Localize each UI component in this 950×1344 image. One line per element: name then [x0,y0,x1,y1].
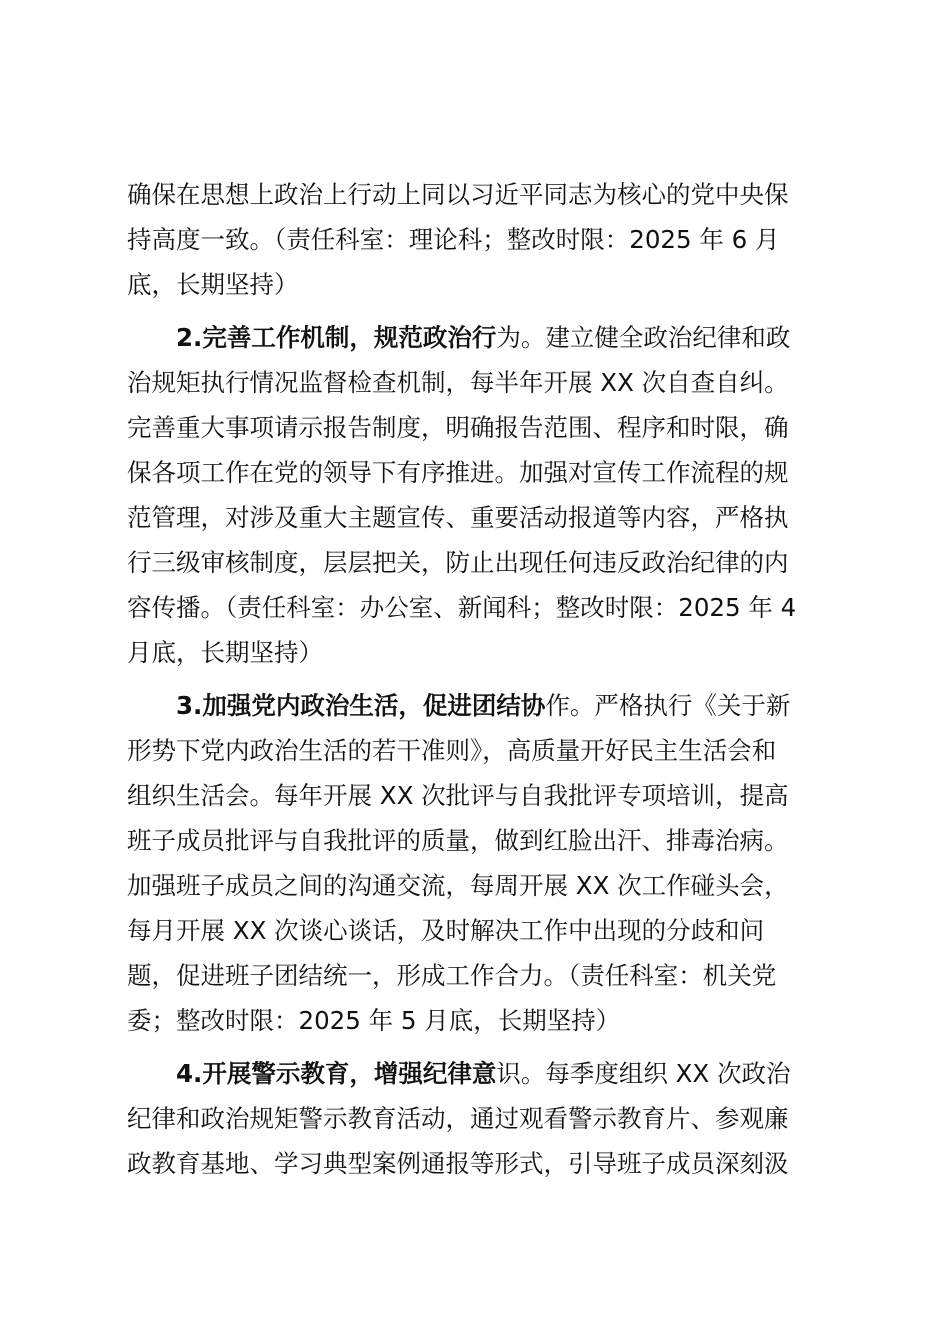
text-line [127,1051,827,1096]
paragraph-1-continuation [127,172,827,307]
text-line: 题，促进班子团结统一，形成工作合力。（责任科室：机关党 [127,961,777,990]
text-line [127,315,827,360]
text-line: 行三级审核制度，层层把关，防止出现任何违反政治纪律的内 [127,548,789,577]
paragraph-heading: 2.完善工作机制，规范政治行 [176,323,497,352]
text-line: 确保在思想上政治上行动上同以习近平同志为核心的党中央保 [127,180,789,209]
text-line: 每月开展 XX 次谈心谈话，及时解决工作中出现的分歧和问 [127,916,765,945]
paragraph-2 [127,315,827,675]
text-line: 治规矩执行情况监督检查机制，每半年开展 XX 次自查自纠。 [127,368,789,397]
text-run: 为。建立健全政治纪律和政 [496,323,791,352]
text-line: 月底，长期坚持） [127,638,323,667]
text-line: 加强班子成员之间的沟通交流，每周开展 XX 次工作碰头会， [127,871,789,900]
text-line: 纪律和政治规矩警示教育活动，通过观看警示教育片、参观廉 [127,1104,789,1133]
paragraph-3 [127,683,827,1043]
text-line [127,683,827,728]
text-line: 保各项工作在党的领导下有序推进。加强对宣传工作流程的规 [127,458,789,487]
text-line: 完善重大事项请示报告制度，明确报告范围、程序和时限，确 [127,413,789,442]
document-body [127,172,827,1194]
paragraph-heading: 4.开展警示教育，增强纪律意 [176,1059,497,1088]
text-line: 容传播。（责任科室：办公室、新闻科；整改时限：2025 年 4 [127,593,797,622]
paragraph-4 [127,1051,827,1186]
text-line: 组织生活会。每年开展 XX 次批评与自我批评专项培训，提高 [127,781,789,810]
text-run: 作。严格执行《关于新 [545,691,791,720]
text-line: 底，长期坚持） [127,270,299,299]
text-line: 委；整改时限：2025 年 5 月底，长期坚持） [127,1006,621,1035]
text-line: 形势下党内政治生活的若干准则》，高质量开好民主生活会和 [127,736,777,765]
text-line: 政教育基地、学习典型案例通报等形式，引导班子成员深刻汲 [127,1149,789,1178]
text-line: 持高度一致。（责任科室：理论科；整改时限：2025 年 6 月 [127,225,780,254]
text-line: 范管理，对涉及重大主题宣传、重要活动报道等内容，严格执 [127,503,789,532]
paragraph-heading: 3.加强党内政治生活，促进团结协 [176,691,546,720]
text-line: 班子成员批评与自我批评的质量，做到红脸出汗、排毒治病。 [127,826,789,855]
text-run: 识。每季度组织 XX 次政治 [496,1059,791,1088]
